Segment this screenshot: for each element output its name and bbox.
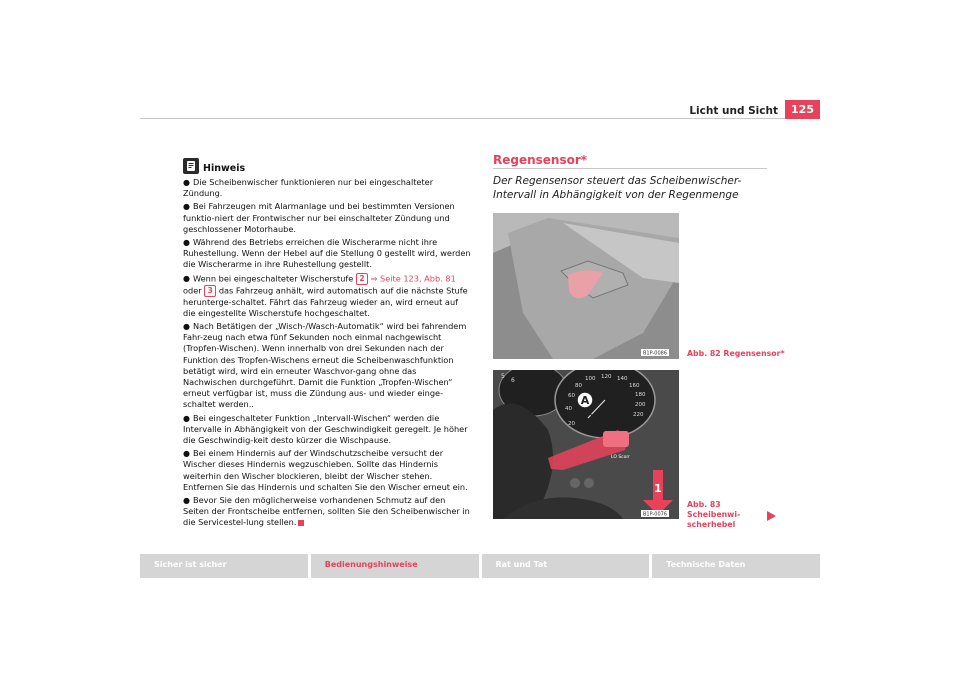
gauge-tick: 6 bbox=[511, 377, 515, 384]
callout-1: 1 bbox=[654, 482, 662, 495]
section-rule bbox=[493, 168, 767, 169]
gauge-tick: 80 bbox=[575, 383, 582, 389]
figure-wiper-lever bbox=[493, 370, 679, 519]
note-bullet-with-reference: ● Wenn bei eingeschalteter Wischerstufe 2 ⇒ Seite 123, Abb. 81 oder 3 das Fahrzeug anhält, wird automatisch auf die nächste Stufe herunterge-schaltet. Fährt das Fahrzeug wieder an, wird erneut auf die eingestellte Wischerstufe hochgeschaltet. bbox=[183, 273, 468, 318]
figure-caption: Abb. 82 Regensensor* bbox=[687, 349, 785, 358]
section-end-mark bbox=[298, 520, 304, 526]
gauge-tick: 160 bbox=[629, 383, 640, 389]
header-rule bbox=[140, 118, 820, 119]
figure-rain-sensor bbox=[493, 213, 679, 359]
gauge-tick: 40 bbox=[565, 406, 572, 412]
note-bullet: ● Bevor Sie den möglicherweise vorhandenen Schmutz auf den Seiten der Frontscheibe entfernen, sollten Sie den Scheibenwischer in die Servicestel-lung stellen. bbox=[183, 495, 470, 528]
next-page-arrow-icon[interactable] bbox=[767, 511, 776, 521]
svg-text:LO Scorr: LO Scorr bbox=[611, 455, 631, 460]
note-bullet: ● Bei einem Hindernis auf der Windschutzscheibe versucht der Wischer dieses Hindernis wegzuschieben. Sollte das Hindernis weiterhin den Wischer blockieren, bleibt der Wischer stehen. Entfernen Sie das Hindernis und schalten Sie den Wischer erneut ein. bbox=[183, 448, 468, 492]
tab-sicher-ist-sicher[interactable]: Sicher ist sicher bbox=[140, 554, 308, 578]
page-number: 125 bbox=[785, 100, 820, 119]
gauge-tick: 180 bbox=[635, 392, 646, 398]
gauge-tick: 5 bbox=[501, 373, 505, 380]
callout-3: 3 bbox=[204, 285, 216, 297]
note-header bbox=[183, 158, 473, 174]
section-title: Regensensor* bbox=[493, 153, 588, 167]
gauge-tick: 60 bbox=[568, 393, 575, 399]
tab-technische-daten[interactable]: Technische Daten bbox=[652, 554, 820, 578]
figure-caption: Abb. 83 Scheibenwi-scherhebel bbox=[687, 500, 741, 529]
chapter-title: Licht und Sicht bbox=[689, 105, 778, 117]
footer-nav bbox=[140, 554, 820, 578]
tab-bedienungshinweise[interactable]: Bedienungshinweise bbox=[311, 554, 479, 578]
note-title: Hinweis bbox=[203, 162, 246, 174]
note-icon bbox=[183, 158, 199, 174]
figure-code: B1P-0076 bbox=[642, 511, 668, 518]
note-bullet: ● Bei Fahrzeugen mit Alarmanlage und bei bestimmten Versionen funktio-niert der Frontwischer nur bei einschalteter Zündung und geschlossener Motorhaube. bbox=[183, 201, 455, 234]
callout-a: A bbox=[580, 394, 590, 407]
gauge-tick: 20 bbox=[568, 421, 575, 427]
gauge-tick: 120 bbox=[601, 374, 612, 380]
section-intro: Der Regensensor steuert das Scheibenwischer-Intervall in Abhängigkeit von der Regenmenge bbox=[493, 175, 742, 201]
gauge-tick: 220 bbox=[633, 412, 644, 418]
note-bullet: ● Die Scheibenwischer funktionieren nur bei eingeschalteter Zündung. bbox=[183, 177, 434, 199]
figure-code: B1P-0086 bbox=[642, 350, 668, 357]
note-bullet: ● Nach Betätigen der „Wisch-/Wasch-Automatik“ wird bei fahrendem Fahr-zeug nach etwa fünf Sekunden noch einmal nachgewischt (Tropfen-Wischen). Wenn innerhalb von drei Sekunden nach der Funktion des Tropfen-Wischens erneut die Scheibenwaschfunktion betätigt wird, wird ein erneuter Waschvor-gang ohne das Nachwischen durchgeführt. Damit die Funktion „Tropfen-Wischen“ erneut verfügbar ist, muss die Zündung aus- und wieder einge-schaltet werden.. bbox=[183, 321, 467, 410]
gauge-tick: 140 bbox=[617, 376, 628, 382]
gauge-tick: 100 bbox=[585, 376, 596, 382]
note-block bbox=[183, 158, 473, 531]
tab-rat-und-tat[interactable]: Rat und Tat bbox=[482, 554, 650, 578]
note-bullet: ● Bei eingeschalteter Funktion „Intervall-Wischen“ werden die Intervalle in Abhängigkeit von der Geschwindigkeit geregelt. Je höher die Geschwindig-keit desto kürzer die Wischpause. bbox=[183, 412, 468, 446]
gauge-tick: 200 bbox=[635, 402, 646, 408]
callout-2: 2 bbox=[356, 273, 368, 285]
page-reference-link[interactable]: ⇒ Seite 123, Abb. 81 bbox=[370, 273, 456, 284]
note-bullet: ● Während des Betriebs erreichen die Wischerarme nicht ihre Ruhestellung. Wenn der Hebel auf die Stellung 0 gestellt wird, werden die Wischerarme in ihre Ruhestellung gestellt. bbox=[183, 237, 471, 270]
